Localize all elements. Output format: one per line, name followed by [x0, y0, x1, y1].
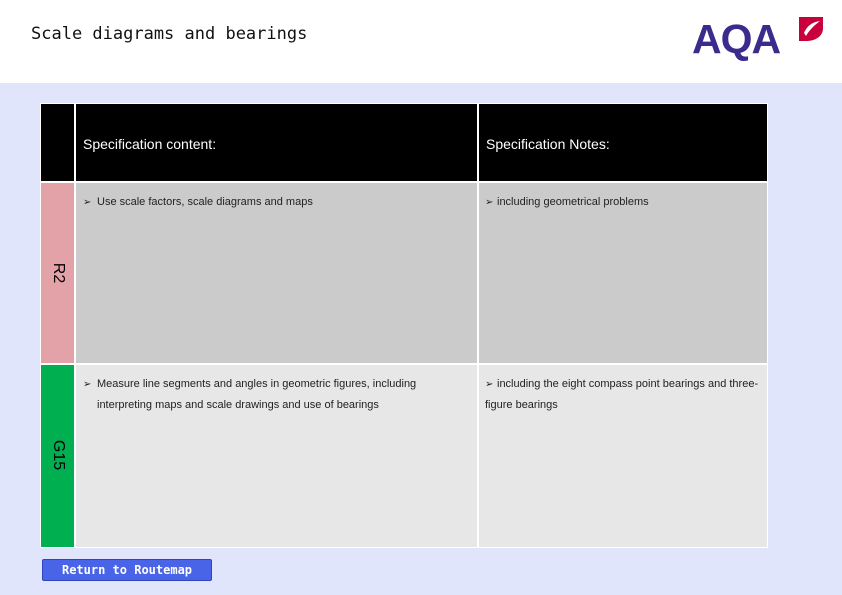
g15-content-cell [76, 365, 477, 547]
column-header-notes: Specification Notes: [486, 136, 610, 152]
g15-content-line: Measure line segments and angles in geometric figures, including [97, 378, 417, 390]
r2-content-cell [76, 183, 477, 363]
arrow-bullet-icon: ➢ [485, 197, 494, 208]
return-to-routemap-button[interactable]: Return to Routemap [42, 559, 212, 581]
column-header-content: Specification content: [83, 136, 217, 152]
header-specification-notes [479, 104, 767, 181]
row-code-g15 [41, 365, 74, 547]
g15-notes-line: including the eight compass point bearings and three- [497, 378, 759, 390]
r2-notes-line: including geometrical problems [497, 196, 649, 208]
row-code-r2 [41, 183, 74, 363]
g15-content-text [83, 374, 471, 415]
row-code-label: G15 [49, 439, 67, 471]
aqa-logo-mark-icon [796, 14, 826, 44]
arrow-bullet-icon: ➢ [485, 379, 494, 390]
arrow-bullet-icon: ➢ [83, 197, 92, 208]
header-corner-cell [41, 104, 74, 181]
r2-content-text [83, 192, 471, 213]
header-specification-content [76, 104, 477, 181]
arrow-bullet-icon: ➢ [83, 379, 92, 390]
aqa-logo-text: AQA [692, 16, 781, 62]
g15-notes-text [485, 374, 761, 415]
page-title: Scale diagrams and bearings [31, 24, 308, 44]
g15-notes-cell [479, 365, 767, 547]
specification-table [40, 103, 768, 548]
r2-notes-text [485, 192, 761, 213]
header-bar [0, 0, 842, 83]
aqa-logo [692, 14, 828, 60]
r2-content-line: Use scale factors, scale diagrams and maps [97, 196, 313, 208]
g15-notes-line: figure bearings [485, 399, 558, 411]
row-code-label: R2 [49, 262, 67, 284]
g15-content-line: interpreting maps and scale drawings and use of bearings [97, 399, 379, 411]
r2-notes-cell [479, 183, 767, 363]
